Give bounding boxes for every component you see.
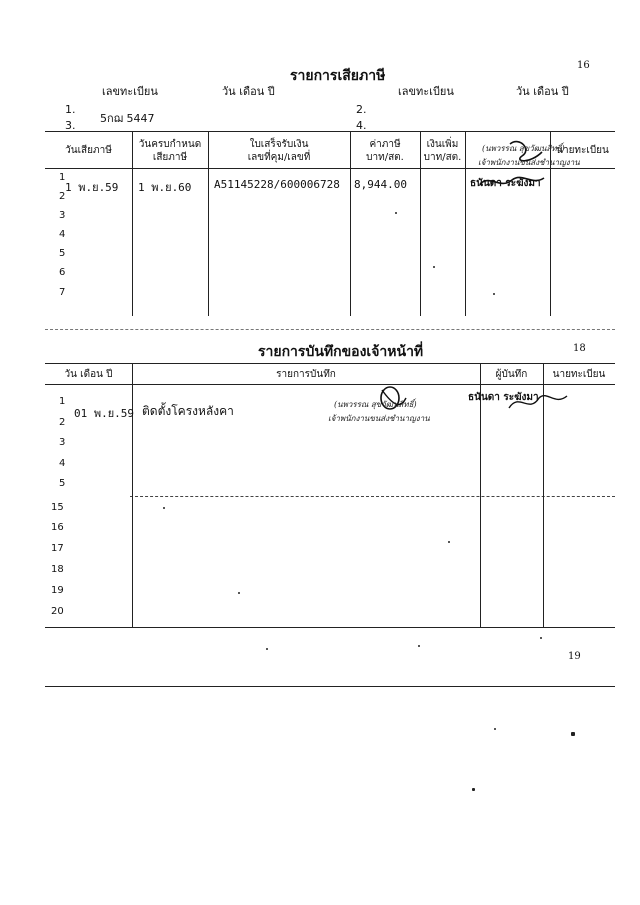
page-number-record: 18 bbox=[573, 343, 586, 354]
record-col-header-registrar: นายทะเบียน bbox=[552, 369, 606, 380]
tax-paid-date: 1 พ.ย.59 bbox=[65, 181, 119, 194]
tax-section-title: รายการเสียภาษี bbox=[290, 68, 386, 84]
tax-col-divider-5 bbox=[465, 131, 466, 316]
record-row-number: 16 bbox=[51, 522, 64, 533]
tax-row-number: 6 bbox=[59, 267, 66, 278]
tax-row-number: 2 bbox=[59, 191, 66, 202]
record-col-header-recorder: ผู้บันทึก bbox=[495, 369, 528, 380]
recorder-scribble-icon bbox=[505, 388, 575, 416]
tax-signature-stamp bbox=[470, 134, 615, 194]
record-row-number: 4 bbox=[59, 458, 66, 469]
sub-header-date-1: วัน เดือน ปี bbox=[222, 85, 275, 98]
record-signer-position: เจ้าพนักงานขนส่งชำนาญงาน bbox=[328, 414, 430, 423]
record-row-number: 3 bbox=[59, 437, 66, 448]
tax-col-header-paid-date: วันเสียภาษี bbox=[65, 145, 112, 156]
scan-speck bbox=[418, 645, 420, 647]
record-col-header-date: วัน เดือน ปี bbox=[64, 369, 113, 380]
record-table-top-border bbox=[45, 363, 615, 364]
scan-speck bbox=[433, 266, 435, 268]
tax-row-number: 5 bbox=[59, 248, 66, 259]
sub-header-reg-2: เลขทะเบียน bbox=[398, 85, 454, 98]
sub-header-reg-1: เลขทะเบียน bbox=[102, 85, 158, 98]
record-row-number: 20 bbox=[51, 606, 64, 617]
record-row-number: 19 bbox=[51, 585, 64, 596]
tax-col-header-registrar: นายทะเบียน bbox=[556, 145, 609, 156]
scan-speck bbox=[266, 648, 268, 650]
tax-due-date: 1 พ.ย.60 bbox=[138, 181, 192, 194]
page-number-tax: 16 bbox=[577, 60, 590, 71]
section-divider bbox=[45, 329, 615, 330]
tax-signer-name: (นพวรรณ สุขวัฒนสิทธิ์) bbox=[482, 144, 565, 153]
footer-page-number: 19 bbox=[568, 651, 581, 662]
footer-line bbox=[45, 686, 615, 687]
tax-row-number: 4 bbox=[59, 229, 66, 240]
record-row-number: 2 bbox=[59, 417, 66, 428]
record-row-number: 17 bbox=[51, 543, 64, 554]
record-signer-name: (นพวรรณ สุขวัฒนสิทธิ์) bbox=[334, 400, 417, 409]
record-row-number: 5 bbox=[59, 478, 66, 489]
tax-table-top-border bbox=[45, 131, 615, 132]
record-col-header-entry: รายการบันทึก bbox=[276, 369, 336, 380]
reg-item-value-1: 5กฌ 5447 bbox=[100, 112, 155, 125]
reg-item-no-3: 3. bbox=[65, 119, 76, 132]
scan-speck bbox=[472, 788, 475, 791]
scan-speck bbox=[494, 728, 496, 730]
sub-header-date-2: วัน เดือน ปี bbox=[516, 85, 569, 98]
reg-item-no-4: 4. bbox=[356, 119, 367, 132]
scan-speck bbox=[238, 592, 240, 594]
tax-signer-position: เจ้าพนักงานขนส่งชำนาญงาน bbox=[478, 158, 580, 167]
tax-row-number: 7 bbox=[59, 287, 66, 298]
tax-registrar-signature: ธนันดา ระฆังมา bbox=[470, 178, 541, 189]
tax-row-number: 3 bbox=[59, 210, 66, 221]
record-row-number: 15 bbox=[51, 502, 64, 513]
record-recorder-signature: ธนันดา ระฆังมา bbox=[468, 392, 539, 403]
record-row-number: 1 bbox=[59, 396, 66, 407]
record-row-number: 18 bbox=[51, 564, 64, 575]
record-signature-stamp bbox=[320, 384, 480, 430]
reg-item-no-2: 2. bbox=[356, 103, 367, 116]
scan-speck bbox=[540, 637, 542, 639]
tax-col-header-tax: ค่าภาษี บาท/สต. bbox=[366, 139, 404, 163]
tax-row-number: 1 bbox=[59, 172, 66, 183]
record-section-title: รายการบันทึกของเจ้าหน้าที่ bbox=[258, 344, 424, 360]
tax-col-header-surcharge: เงินเพิ่ม บาท/สต. bbox=[423, 139, 462, 163]
scan-speck bbox=[163, 507, 165, 509]
scan-speck bbox=[493, 293, 495, 295]
reg-item-no-1: 1. bbox=[65, 103, 76, 116]
scan-speck bbox=[448, 541, 450, 543]
scan-speck bbox=[571, 732, 575, 736]
record-entry-text: ติดตั้งโครงหลังคา bbox=[142, 404, 234, 418]
tax-receipt-number: A51145228/600006728 bbox=[214, 178, 340, 191]
scan-speck bbox=[395, 212, 397, 214]
tax-col-header-due-date: วันครบกำหนด เสียภาษี bbox=[138, 139, 202, 163]
tax-amount: 8,944.00 bbox=[354, 178, 407, 191]
record-col-divider-1 bbox=[132, 363, 133, 627]
record-entry-date: 01 พ.ย.59 bbox=[74, 407, 135, 420]
tax-col-header-receipt: ใบเสร็จรับเงิน เลขที่คุม/เลขที่ bbox=[247, 139, 311, 163]
record-table-bottom-border bbox=[45, 627, 615, 628]
